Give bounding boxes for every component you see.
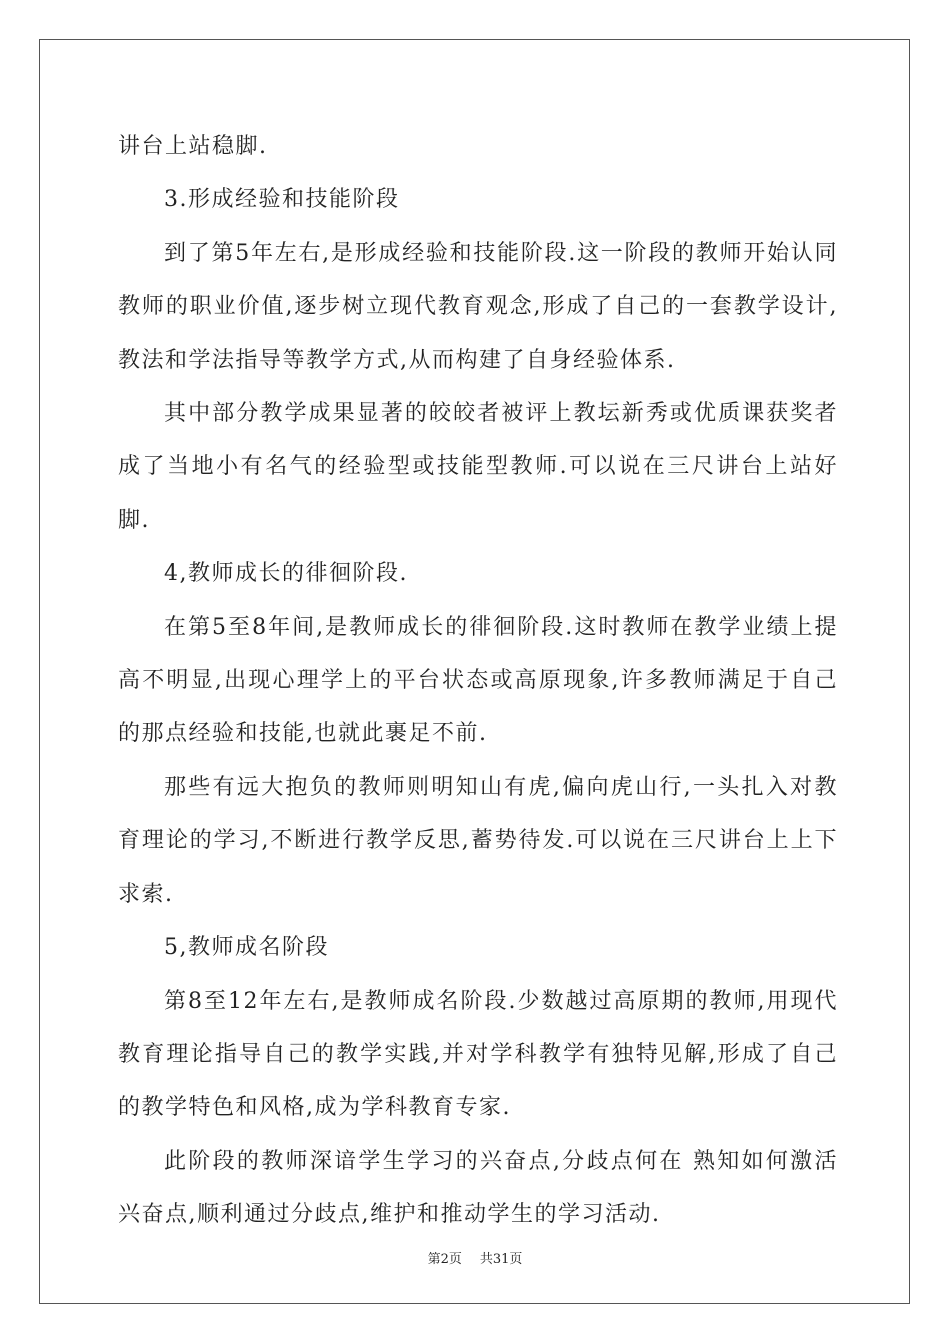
section-heading: 5,教师成名阶段 [164, 935, 329, 961]
document-body [118, 120, 838, 1242]
page-number-current: 第2页 [427, 1252, 462, 1267]
page-number-total: 共31页 [479, 1252, 523, 1267]
paragraph: 第8至12年左右,是教师成名阶段.少数越过高原期的教师,用现代教育理论指导自己的教学实践,并对学科教学有独特见解,形成了自己的教学特色和风格,成为学科教育专家. [118, 988, 838, 1121]
paragraph: 那些有远大抱负的教师则明知山有虎,偏向虎山行,一头扎入对教育理论的学习,不断进行教学反思,蓄势待发.可以说在三尺讲台上上下求索. [118, 774, 838, 907]
paragraph: 到了第5年左右,是形成经验和技能阶段.这一阶段的教师开始认同教师的职业价值,逐步树立现代教育观念,形成了自己的一套教学设计,教法和学法指导等教学方式,从而构建了自身经验体系. [118, 240, 838, 373]
section-heading: 4,教师成长的徘徊阶段. [164, 561, 408, 587]
section-heading: 3.形成经验和技能阶段 [164, 187, 400, 213]
paragraph: 此阶段的教师深谙学生学习的兴奋点,分歧点何在 熟知如何激活兴奋点,顺利通过分歧点,维护和推动学生的学习活动. [118, 1148, 838, 1228]
paragraph: 其中部分教学成果显著的皎皎者被评上教坛新秀或优质课获奖者成了当地小有名气的经验型或技能型教师.可以说在三尺讲台上站好脚. [118, 401, 838, 533]
paragraph: 讲台上站稳脚. [118, 134, 268, 159]
page-footer [0, 1248, 950, 1267]
paragraph: 在第5至8年间,是教师成长的徘徊阶段.这时教师在教学业绩上提高不明显,出现心理学上的平台状态或高原现象,许多教师满足于自己的那点经验和技能,也就此裹足不前. [118, 614, 838, 747]
